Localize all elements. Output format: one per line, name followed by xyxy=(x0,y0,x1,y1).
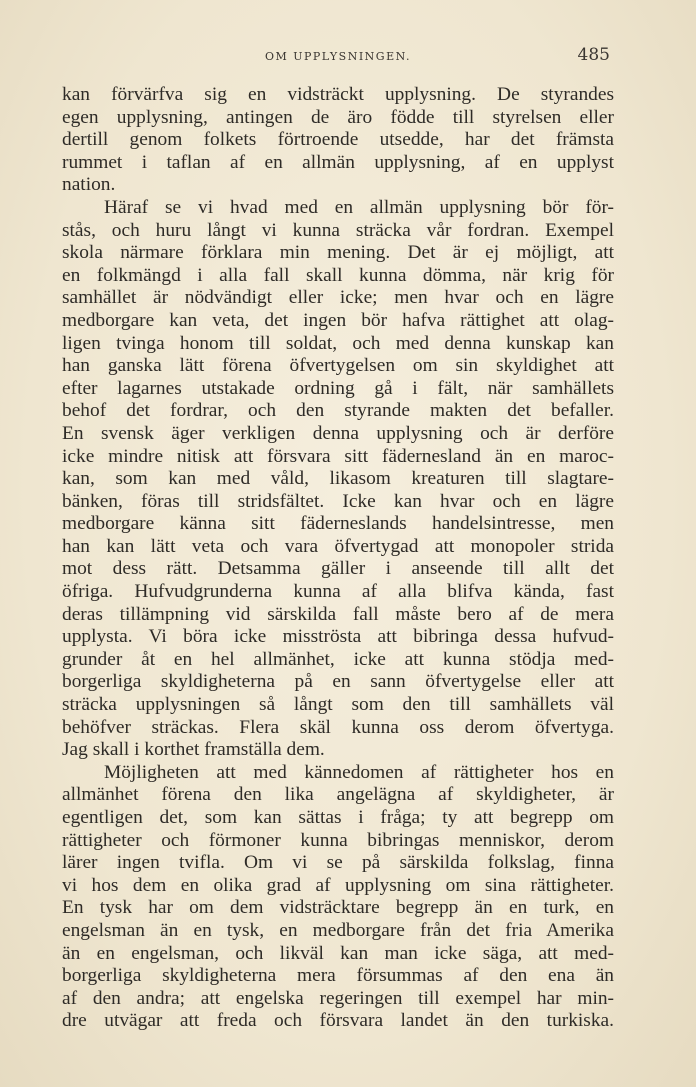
text-line: lärer ingen tvifla. Om vi se på särskilda folkslag, finna xyxy=(62,852,614,874)
text-line: egen upplysning, antingen de äro födde till styrelsen eller xyxy=(62,106,614,128)
text-line: dertill genom folkets förtroende utsedde, har det främsta xyxy=(62,129,614,151)
text-line: af den andra; att engelska regeringen till exempel har min- xyxy=(62,987,614,1009)
text-line: behof det fordrar, och den styrande makten det befaller. xyxy=(62,400,614,422)
text-line: engelsman än en tysk, en medborgare från det fria Amerika xyxy=(62,919,614,941)
text-line: En svensk äger verkligen denna upplysning och är derföre xyxy=(62,422,614,444)
text-line: bänken, föras till stridsfältet. Icke kan hvar och en lägre xyxy=(62,490,614,512)
running-head: OM UPPLYSNINGEN. xyxy=(264,50,412,63)
text-line: samhället är nödvändigt eller icke; men hvar och en lägre xyxy=(62,287,614,309)
text-line: dre utvägar att freda och försvara landet än den turkiska. xyxy=(62,1010,614,1032)
text-line: sträcka upplysningen så långt som den till samhällets väl xyxy=(62,694,614,716)
text-line: efter lagarnes utstakade ordning gå i fält, när samhällets xyxy=(62,377,614,399)
text-line: han kan lätt veta och vara öfvertygad att monopoler strida xyxy=(62,535,614,557)
text-line: en folkmängd i alla fall skall kunna dömma, när krig för xyxy=(62,264,614,286)
text-line: icke mindre nitisk att försvara sitt fädernesland än en maroc- xyxy=(62,445,614,467)
text-line: grunder åt en hel allmänhet, icke att kunna stödja med- xyxy=(62,648,614,670)
text-line: vi hos dem en olika grad af upplysning om sina rättigheter. xyxy=(62,874,614,896)
text-line: behöfver sträckas. Flera skäl kunna oss derom öfvertyga. xyxy=(62,716,614,738)
page-number: 485 xyxy=(577,45,610,65)
text-line: medborgare känna sitt fäderneslands handelsintresse, men xyxy=(62,513,614,535)
body-text xyxy=(62,84,614,1033)
text-line: egentligen det, som kan sättas i fråga; ty att begrepp om xyxy=(62,807,614,828)
text-line: än en engelsman, och likväl kan man icke säga, att med- xyxy=(62,942,614,964)
page-header xyxy=(62,44,614,70)
text-line: borgerliga skyldigheterna mera försummas af den ena än xyxy=(62,965,614,987)
text-line: ligen tvinga honom till soldat, och med denna kunskap kan xyxy=(62,332,614,354)
text-line: nation. xyxy=(62,174,116,196)
text-line: allmänhet förena den lika angelägna af skyldigheter, är xyxy=(62,784,614,806)
text-line: Jag skall i korthet framställa dem. xyxy=(62,739,325,761)
text-line: upplysta. Vi böra icke misströsta att bibringa dessa hufvud- xyxy=(62,626,614,648)
text-line: kan förvärfva sig en vidsträckt upplysning. De styrandes xyxy=(62,84,614,105)
text-line: kan, som kan med våld, likasom kreaturen till slagtare- xyxy=(62,468,614,490)
text-line: stås, och huru långt vi kunna sträcka vår fordran. Exempel xyxy=(62,219,614,241)
text-line: Häraf se vi hvad med en allmän upplysning bör för- xyxy=(104,196,614,218)
text-line: En tysk har om dem vidsträcktare begrepp än en turk, en xyxy=(62,897,614,919)
text-line: rummet i taflan af en allmän upplysning, af en upplyst xyxy=(62,151,614,173)
text-line: han ganska lätt förena öfvertygelsen om sin skyldighet att xyxy=(62,355,614,377)
text-line: rättigheter och förmoner kunna bibringas menniskor, derom xyxy=(62,829,614,851)
text-line: skola närmare förklara min mening. Det är ej möjligt, att xyxy=(62,242,614,264)
text-line: medborgare kan veta, det ingen bör hafva rättighet att olag- xyxy=(62,309,614,331)
text-line: mot dess rätt. Detsamma gäller i anseende till allt det xyxy=(62,558,614,580)
text-line: borgerliga skyldigheterna på en sann öfvertygelse eller att xyxy=(62,671,614,693)
text-line: öfriga. Hufvudgrunderna kunna af alla blifva kända, fast xyxy=(62,581,614,603)
text-line: Möjligheten att med kännedomen af rättigheter hos en xyxy=(104,761,614,783)
text-line: deras tillämpning vid särskilda fall måste bero af de mera xyxy=(62,603,614,625)
